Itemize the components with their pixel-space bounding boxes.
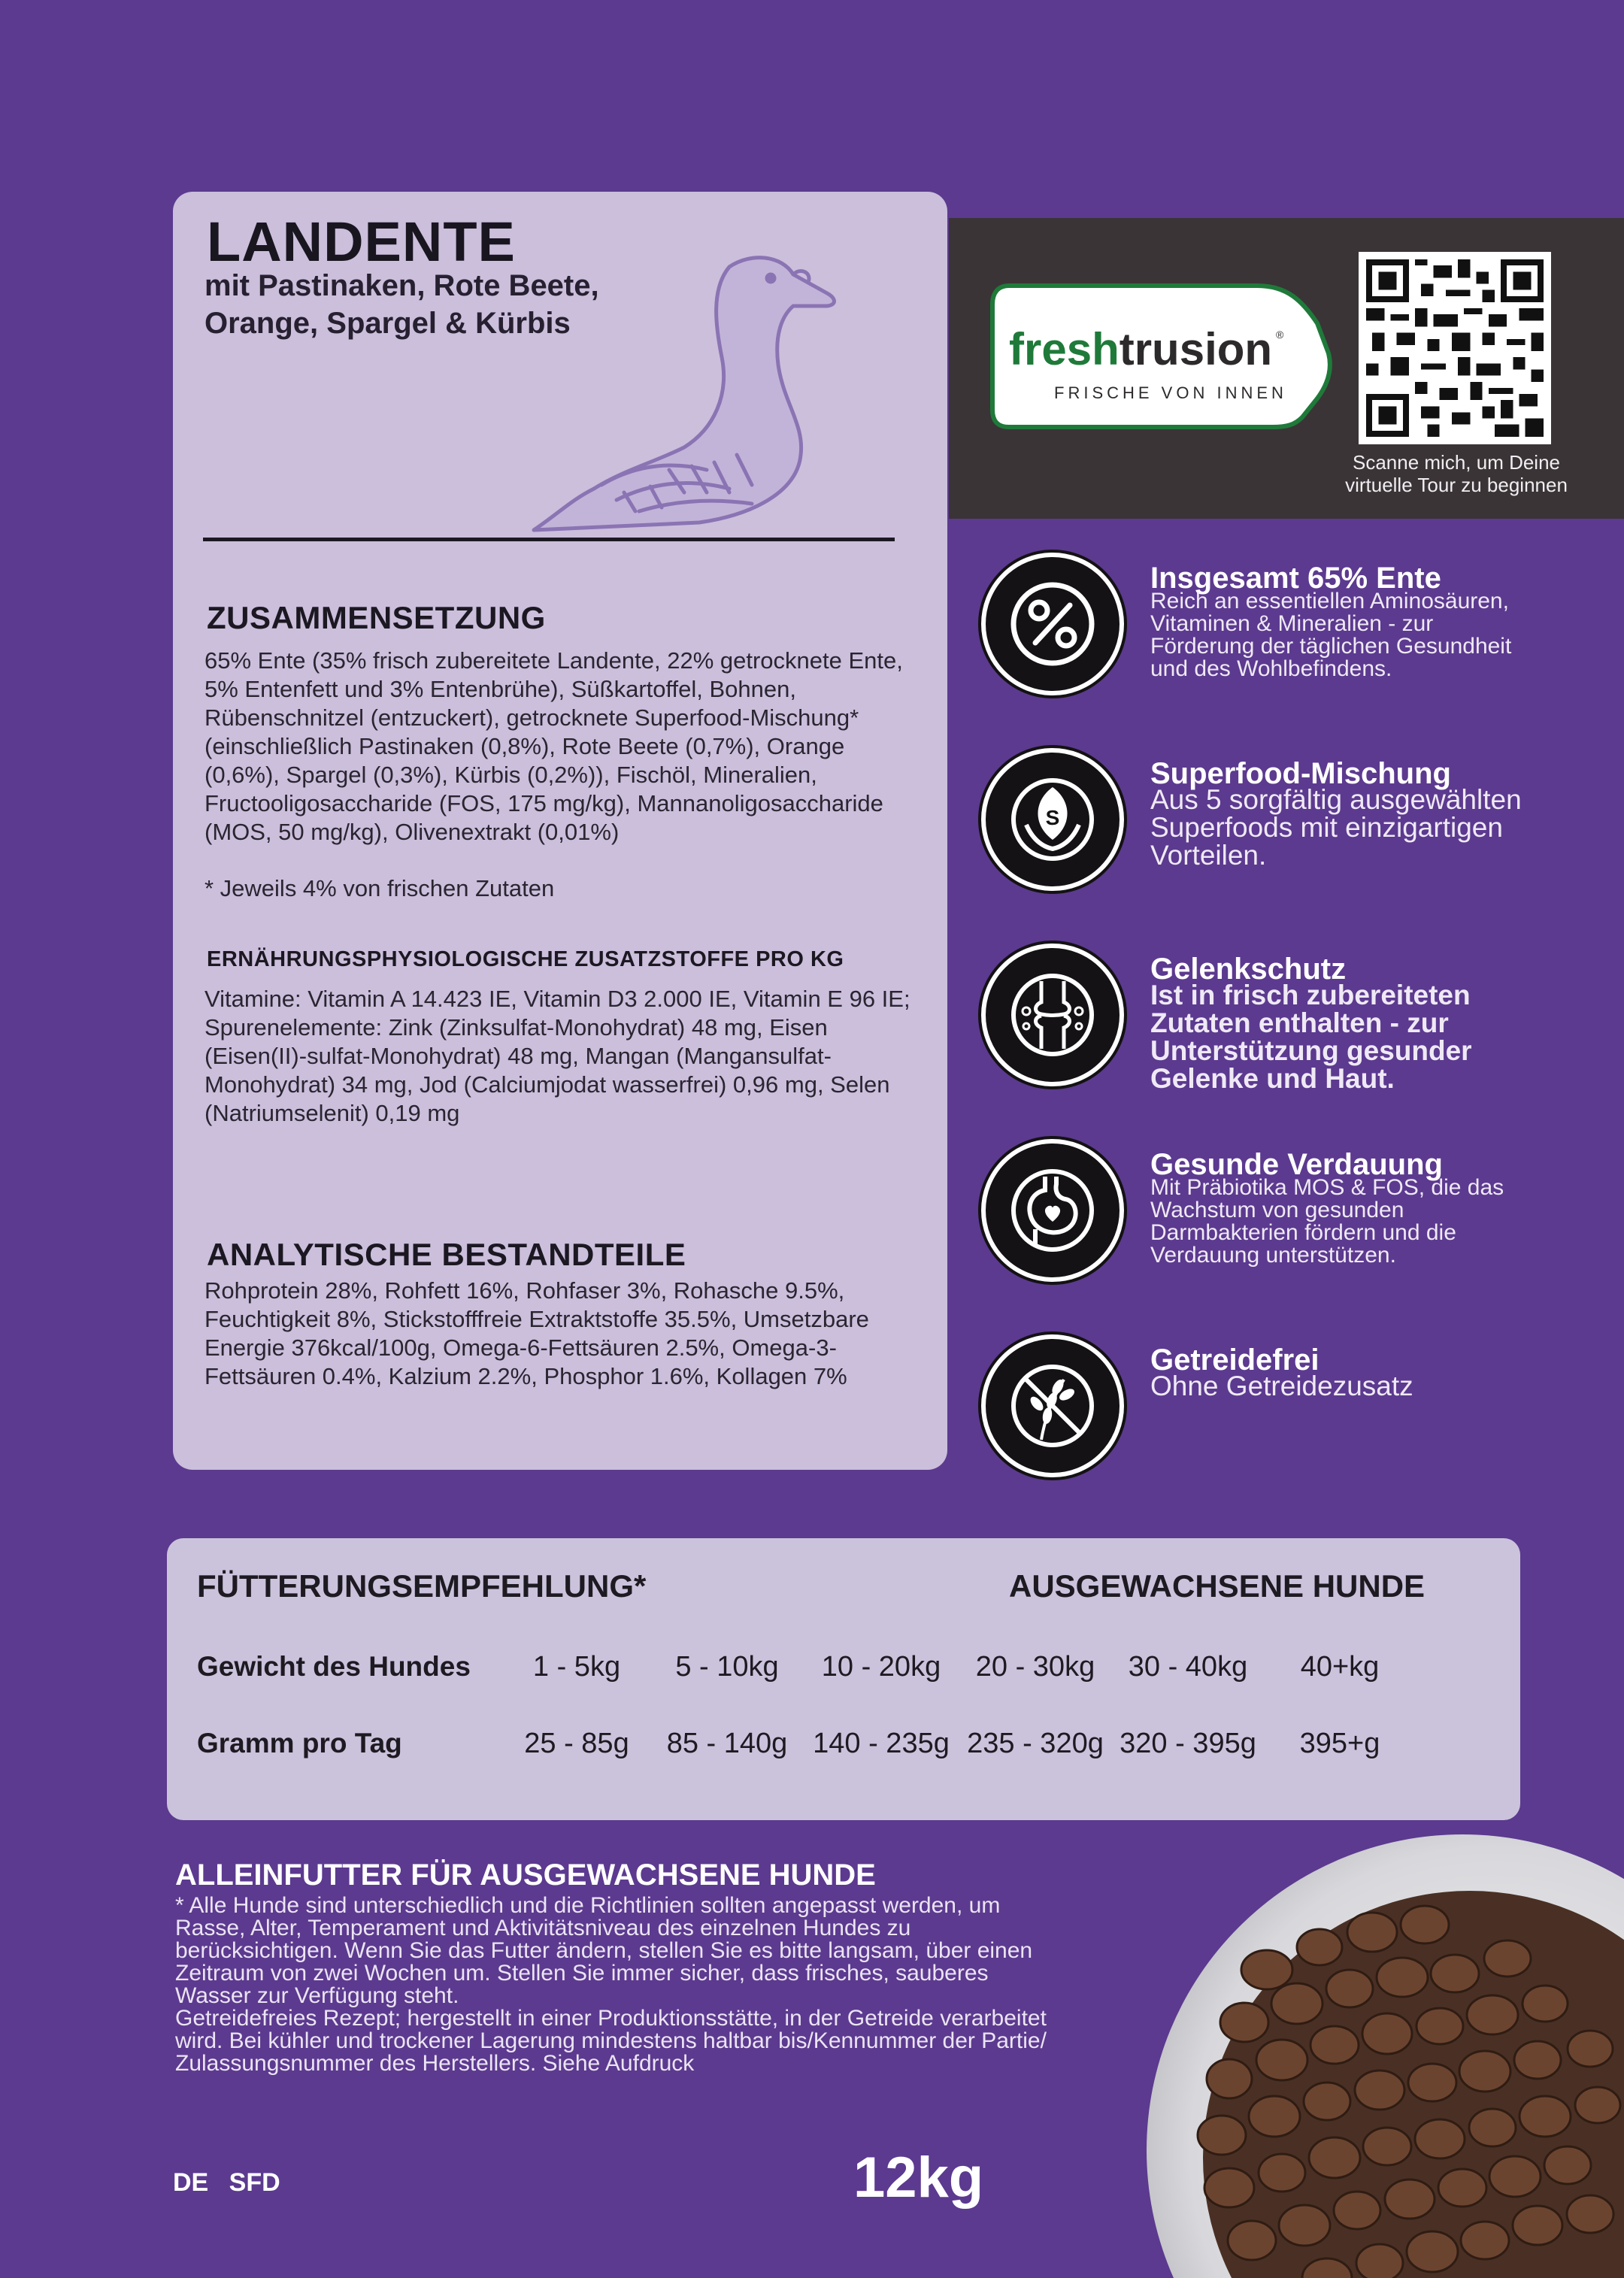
analytics-text: Rohprotein 28%, Rohfett 16%, Rohfaser 3%, Rohasche 9.5%, Feuchtigkeit 8%, Stickstofffreie Extraktstoffe 35.5%, Umsetzbare Energie 376kcal/100g, Omega-6-Fettsäuren 2.5%, Omega-3-Fettsäuren 0.4%, Kalzium 2.2%, Phosphor 1.6%, Kollagen 7%	[205, 1277, 869, 1389]
disclaimer-text: * Alle Hunde sind unterschiedlich und die Richtlinien sollten angepasst werden, um Rasse, Alter, Temperament und Aktivitätsniveau des einzelnen Hundes zu berücksichtigen. Wenn Sie das Futter ändern, stellen Sie es bitte langsam, über einen Zeitraum von zwei Wochen um. Stellen Sie immer sicher, dass frisches, sauberes Wasser zur Verfügung steht.	[175, 1893, 1033, 2008]
storage-text: Getreidefreies Rezept; hergestellt in einer Produktionsstätte, in der Getreide verarbeitet wird. Bei kühler und trockener Lagerung mindestens haltbar bis/Kennummer der Partie/ Zulassungsnummer des Herstellers. Siehe Aufdruck	[175, 2006, 1047, 2076]
qr-caption: Scanne mich, um Deine virtuelle Tour zu beginnen	[1345, 451, 1568, 496]
net-weight: 12kg	[853, 2146, 984, 2210]
composition-title: ZUSAMMENSETZUNG	[207, 600, 546, 635]
feeding-table	[167, 1538, 1520, 1820]
joint-badge	[981, 944, 1124, 1086]
weight-cell: 5 - 10kg	[675, 1651, 779, 1683]
weight-cell: 10 - 20kg	[821, 1651, 941, 1683]
feeding-group: AUSGEWACHSENE HUNDE	[1009, 1568, 1426, 1604]
feature-title: Gesunde Verdauung	[1150, 1148, 1443, 1181]
feeding-disclaimer	[175, 1895, 1062, 2075]
additives-text: Vitamine: Vitamin A 14.423 IE, Vitamin D3 2.000 IE, Vitamin E 96 IE; Spurenelemente: Zink (Zinksulfat-Monohydrat) 48 mg, Eisen (Eisen(II)-sulfat-Monohydrat) 48 mg, Mangan (Mangansulfat-Monohydrat) 34 mg, Jod (Calciumjodat wasserfrei) 0,96 mg, Selen (Natriumselenit) 0,19 mg	[205, 986, 910, 1126]
percent-badge	[981, 553, 1124, 695]
weight-cell: 20 - 30kg	[975, 1651, 1095, 1683]
title-divider	[203, 538, 895, 541]
weight-cell: 1 - 5kg	[532, 1651, 621, 1683]
feature-title: Superfood-Mischung	[1150, 757, 1451, 790]
ingredients-panel	[173, 192, 947, 1470]
gram-cell: 235 - 320g	[967, 1728, 1104, 1759]
product-subtitle: mit Pastinaken, Rote Beete, Orange, Spargel & Kürbis	[205, 269, 599, 340]
superfood-leaf-icon	[1004, 771, 1101, 868]
feature-text: Ohne Getreidezusatz	[1150, 1371, 1413, 1401]
gram-cell: 320 - 395g	[1120, 1728, 1256, 1759]
qr-code[interactable]	[1359, 252, 1551, 444]
gram-cell: 25 - 85g	[524, 1728, 629, 1759]
svg-text:S: S	[1045, 806, 1060, 829]
product-title: LANDENTE	[207, 211, 516, 273]
composition-footnote: * Jeweils 4% von frischen Zutaten	[205, 875, 555, 901]
weight-cell: 30 - 40kg	[1128, 1651, 1248, 1683]
kibble-bowl-image	[1116, 1834, 1624, 2278]
svg-text:FRISCHE VON INNEN: FRISCHE VON INNEN	[1054, 383, 1287, 402]
gram-row-label: Gramm pro Tag	[197, 1728, 402, 1758]
complete-feed-title: ALLEINFUTTER FÜR AUSGEWACHSENE HUNDE	[175, 1858, 876, 1892]
svg-text:®: ®	[1276, 329, 1284, 341]
qr-code-icon	[1366, 259, 1544, 437]
digestion-badge	[981, 1139, 1124, 1282]
joint-icon	[1004, 966, 1101, 1064]
feature-title: Getreidefrei	[1150, 1343, 1320, 1377]
gram-cell: 85 - 140g	[666, 1728, 788, 1759]
gram-cell: 140 - 235g	[813, 1728, 950, 1759]
feature-title: Insgesamt 65% Ente	[1150, 562, 1441, 595]
analytics-title: ANALYTISCHE BESTANDTEILE	[207, 1237, 686, 1272]
percent-icon	[1004, 575, 1101, 673]
brand-header	[949, 218, 1624, 519]
gram-cell: 395+g	[1299, 1728, 1380, 1759]
feature-text: Mit Präbiotika MOS & FOS, die das Wachstum von gesunden Darmbakterien fördern und die Verdauung unterstützen.	[1150, 1175, 1504, 1268]
feature-title: Gelenkschutz	[1150, 953, 1347, 986]
grain-free-icon	[1004, 1357, 1101, 1455]
feature-text: Reich an essentiellen Aminosäuren, Vitaminen & Mineralien - zur Förderung der täglichen Gesundheit und des Wohlbefindens.	[1150, 589, 1512, 681]
duck-illustration	[504, 244, 925, 545]
feeding-title: FÜTTERUNGSEMPFEHLUNG*	[197, 1568, 647, 1604]
stomach-heart-icon	[1004, 1162, 1101, 1259]
feature-text: Aus 5 sorgfältig ausgewählten Superfoods mit einzigartigen Vorteilen.	[1150, 784, 1522, 871]
additives-title: ERNÄHRUNGSPHYSIOLOGISCHE ZUSATZSTOFFE PRO KG	[207, 947, 844, 971]
weight-cell: 40+kg	[1300, 1651, 1380, 1683]
svg-text:freshtrusion: freshtrusion	[1009, 324, 1273, 374]
freshtrusion-logo	[986, 271, 1340, 436]
weight-row-label: Gewicht des Hundes	[197, 1651, 471, 1682]
superfood-badge	[981, 748, 1124, 891]
language-codes: DE SFD	[173, 2168, 280, 2197]
feature-text: Ist in frisch zubereiteten Zutaten enthalten - zur Unterstützung gesunder Gelenke und Haut.	[1150, 980, 1472, 1094]
composition-text: 65% Ente (35% frisch zubereitete Landente, 22% getrocknete Ente, 5% Entenfett und 3% Entenbrühe), Süßkartoffel, Bohnen, Rübenschnitzel (entzuckert), getrocknete Superfood-Mischung* (einschließlich Pastinaken (0,8%), Rote Beete (0,7%), Orange (0,6%), Spargel (0,3%), Kürbis (0,2%)), Fischöl, Mineralien, Fructooligosaccharide (FOS, 175 mg/kg), Mannanoligosaccharide (MOS, 50 mg/kg), Olivenextrakt (0,01%)	[205, 647, 903, 845]
grain-free-badge	[981, 1334, 1124, 1477]
